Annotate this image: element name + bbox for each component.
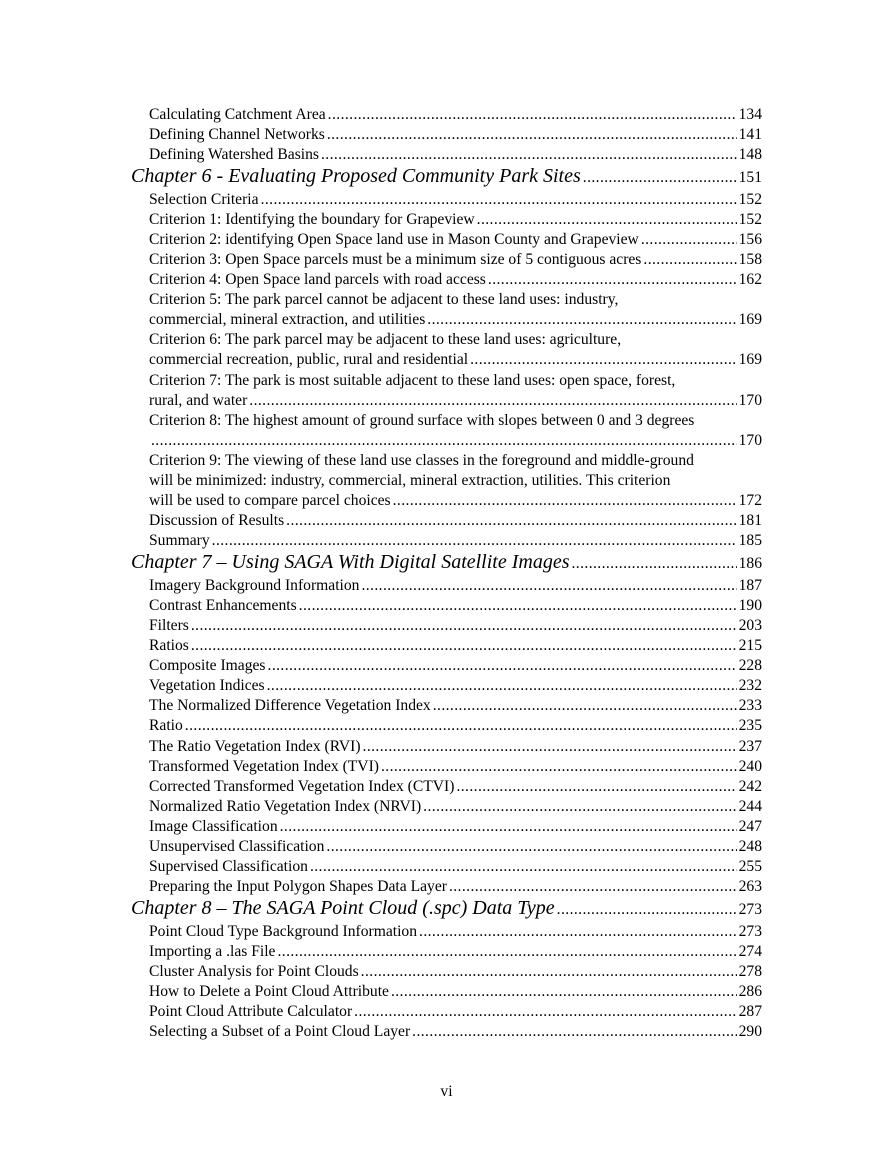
toc-entry	[131, 922, 762, 942]
toc-page-number: 152	[738, 210, 762, 228]
toc-page-number: 185	[738, 532, 762, 550]
toc-entry	[131, 576, 762, 596]
toc-entry-title: Vegetation Indices	[149, 677, 265, 695]
toc-page-number: 244	[738, 797, 762, 815]
toc-page-number: 273	[738, 922, 762, 940]
toc-entry	[131, 145, 762, 165]
toc-entry-title: Point Cloud Attribute Calculator	[149, 1003, 353, 1021]
toc-chapter-entry	[131, 165, 762, 189]
dot-leader	[267, 676, 737, 696]
toc-entry-title: Selection Criteria	[149, 190, 259, 208]
toc-page-number: 273	[738, 901, 762, 919]
toc-entry	[131, 797, 762, 817]
toc-entry-title: Ratio	[149, 717, 183, 735]
toc-entry	[131, 837, 762, 857]
toc-page-number: 247	[738, 817, 762, 835]
dot-leader	[412, 1022, 736, 1042]
dot-leader	[470, 350, 737, 370]
toc-page-number: 134	[738, 106, 762, 123]
toc-entry	[131, 105, 762, 125]
dot-leader	[191, 616, 737, 636]
page-number: vi	[440, 1083, 453, 1100]
toc-chapter-entry	[131, 897, 762, 921]
toc-entry	[131, 270, 762, 290]
toc-page-number: 158	[738, 250, 762, 268]
toc-entry-title: Criterion 1: Identifying the boundary for Grapeview	[149, 210, 475, 228]
toc-entry-text-line: will be minimized: industry, commercial, mineral extraction, utilities. This criterion	[149, 472, 671, 489]
dot-leader	[280, 817, 737, 837]
toc-page-number: 187	[738, 576, 762, 594]
dot-leader	[419, 922, 737, 942]
dot-leader	[299, 596, 737, 616]
toc-entry-title: How to Delete a Point Cloud Attribute	[149, 982, 389, 1000]
toc-entry-title: Calculating Catchment Area	[149, 106, 326, 123]
dot-leader	[361, 576, 736, 596]
toc-entry	[131, 962, 762, 982]
toc-entry	[131, 1002, 762, 1022]
toc-entry-title: commercial recreation, public, rural and residential	[149, 351, 469, 369]
toc-entry	[131, 1022, 762, 1042]
dot-leader	[191, 636, 737, 656]
toc-entry	[131, 125, 762, 145]
toc-entry	[131, 290, 762, 330]
toc-entry	[131, 982, 762, 1002]
dot-leader	[456, 777, 736, 797]
toc-entry-title: Cluster Analysis for Point Clouds	[149, 962, 359, 980]
toc-entry-title: Preparing the Input Polygon Shapes Data Layer	[149, 878, 447, 896]
toc-page-number: 169	[738, 311, 762, 329]
toc-entry-title: The Normalized Difference Vegetation Index	[149, 697, 431, 715]
toc-entry	[131, 371, 762, 411]
toc-entry-title: Supervised Classification	[149, 858, 308, 876]
toc-entry	[131, 817, 762, 837]
toc-page-number: 263	[738, 878, 762, 896]
toc-entry-title: Summary	[149, 532, 210, 550]
toc-page-number: 141	[738, 126, 762, 144]
toc-entry-title: The Ratio Vegetation Index (RVI)	[149, 737, 361, 755]
toc-entry-title: Defining Channel Networks	[149, 126, 325, 144]
toc-entry	[131, 857, 762, 877]
toc-entry	[131, 451, 762, 511]
dot-leader	[643, 250, 736, 270]
toc-page-number: 287	[738, 1003, 762, 1021]
toc-entry	[131, 676, 762, 696]
toc-entry-title: will be used to compare parcel choices	[149, 492, 391, 510]
toc-entry-title: Criterion 4: Open Space land parcels with road access	[149, 271, 486, 289]
toc-page-number: 286	[738, 982, 762, 1000]
dot-leader	[641, 230, 737, 250]
toc-page-number: 172	[738, 492, 762, 510]
toc-entry	[131, 777, 762, 797]
dot-leader	[433, 696, 737, 716]
toc-page-number: 232	[738, 677, 762, 695]
toc-entry-title: commercial, mineral extraction, and utilities	[149, 311, 426, 329]
toc-entry-text-line: Criterion 7: The park is most suitable adjacent to these land uses: open space, forest,	[149, 371, 676, 389]
dot-leader	[326, 837, 736, 857]
toc-entry-text-line: Criterion 5: The park parcel cannot be adjacent to these land uses: industry,	[149, 291, 619, 309]
toc-page-number: 169	[738, 351, 762, 369]
dot-leader	[381, 757, 737, 777]
dot-leader	[327, 125, 737, 145]
toc-entry	[131, 411, 762, 451]
toc-entry	[131, 596, 762, 616]
toc-entry-title: Image Classification	[149, 817, 278, 835]
toc-entry	[131, 942, 762, 962]
toc-entry	[131, 330, 762, 370]
toc-page-number: 162	[738, 271, 762, 289]
dot-leader	[449, 877, 737, 897]
toc-page-number: 186	[738, 555, 762, 573]
dot-leader	[423, 797, 736, 817]
toc-entry	[131, 757, 762, 777]
dot-leader	[361, 962, 737, 982]
toc-entry-text-line: Criterion 6: The park parcel may be adjacent to these land uses: agriculture,	[149, 331, 622, 349]
toc-entry	[131, 531, 762, 551]
toc-entry	[131, 210, 762, 230]
toc-entry-title: Composite Images	[149, 657, 266, 675]
toc-entry	[131, 230, 762, 250]
toc-page-number: 248	[738, 838, 762, 855]
dot-leader	[557, 898, 737, 921]
dot-leader	[268, 656, 737, 676]
toc-entry-title: Selecting a Subset of a Point Cloud Layer	[149, 1023, 411, 1041]
toc-page-number: 151	[738, 169, 762, 187]
toc-entry-title: Defining Watershed Basins	[149, 146, 319, 164]
toc-entry-title: rural, and water	[149, 391, 248, 409]
dot-leader	[249, 391, 736, 411]
toc-page-number: 237	[738, 737, 762, 755]
toc-entry	[131, 190, 762, 210]
toc-entry-title: Filters	[149, 616, 189, 634]
toc-page-number: 255	[738, 858, 762, 876]
dot-leader	[572, 552, 737, 575]
toc-entry-title: Discussion of Results	[149, 512, 285, 530]
toc-page-number: 274	[738, 942, 762, 960]
toc-entry-title: Normalized Ratio Vegetation Index (NRVI)	[149, 797, 422, 815]
toc-page-number: 242	[738, 777, 762, 795]
toc-entry	[131, 716, 762, 736]
dot-leader	[261, 190, 737, 210]
toc-entry-title: Chapter 6 - Evaluating Proposed Community Park Sites	[131, 165, 581, 188]
toc-entry-title: Chapter 8 – The SAGA Point Cloud (.spc) Data Type	[131, 897, 555, 920]
toc-page-number: 181	[738, 512, 762, 530]
toc-page-number: 278	[738, 962, 762, 980]
toc-entry-title: Ratios	[149, 637, 189, 655]
toc-page-number: 228	[738, 657, 762, 675]
toc-entry-title: Corrected Transformed Vegetation Index (CTVI)	[149, 777, 455, 795]
dot-leader	[328, 105, 737, 125]
toc-page-number: 152	[738, 190, 762, 208]
toc-entry	[131, 636, 762, 656]
toc-entry	[131, 696, 762, 716]
toc-entry	[131, 877, 762, 897]
dot-leader	[354, 1002, 736, 1022]
toc-page-number: 215	[738, 637, 762, 655]
toc-page-number: 148	[738, 146, 762, 164]
dot-leader	[286, 511, 736, 531]
dot-leader	[427, 310, 736, 330]
toc-entry-title: Transformed Vegetation Index (TVI)	[149, 757, 379, 775]
toc-entry-title: Criterion 2: identifying Open Space land use in Mason County and Grapeview	[149, 230, 639, 248]
toc-entry-title: Importing a .las File	[149, 942, 276, 960]
toc-entry-text-line: Criterion 9: The viewing of these land use classes in the foreground and middle-ground	[149, 451, 694, 469]
toc-page-number: 240	[738, 757, 762, 775]
toc-entry	[131, 737, 762, 757]
dot-leader	[393, 491, 737, 511]
dot-leader	[583, 166, 737, 189]
dot-leader	[391, 982, 737, 1002]
toc-entry-title: Unsupervised Classification	[149, 838, 325, 855]
toc-page-number: 235	[738, 717, 762, 735]
toc-entry-title: Criterion 3: Open Space parcels must be a minimum size of 5 contiguous acres	[149, 250, 642, 268]
dot-leader	[151, 431, 737, 451]
toc-entry	[131, 656, 762, 676]
table-of-contents	[131, 105, 762, 1042]
toc-page-number: 170	[738, 391, 762, 409]
dot-leader	[212, 531, 737, 551]
toc-entry-title: Contrast Enhancements	[149, 596, 297, 614]
toc-entry	[131, 250, 762, 270]
toc-entry-title: Imagery Background Information	[149, 576, 360, 594]
dot-leader	[477, 210, 737, 230]
toc-page-number: 203	[738, 616, 762, 634]
dot-leader	[277, 942, 736, 962]
toc-page-number: 190	[738, 596, 762, 614]
dot-leader	[321, 145, 737, 165]
toc-page-number: 290	[738, 1023, 762, 1041]
dot-leader	[310, 857, 737, 877]
dot-leader	[185, 716, 737, 736]
toc-entry-title: Point Cloud Type Background Information	[149, 922, 418, 940]
dot-leader	[488, 270, 737, 290]
toc-entry-text-line: Criterion 8: The highest amount of ground surface with slopes between 0 and 3 degrees	[149, 411, 695, 429]
dot-leader	[363, 737, 737, 757]
toc-page-number: 170	[738, 431, 762, 449]
toc-chapter-entry	[131, 551, 762, 575]
toc-page-number: 233	[738, 697, 762, 715]
toc-page-number: 156	[738, 230, 762, 248]
toc-entry	[131, 511, 762, 531]
toc-entry	[131, 616, 762, 636]
toc-entry-title: Chapter 7 – Using SAGA With Digital Satellite Images	[131, 551, 570, 574]
